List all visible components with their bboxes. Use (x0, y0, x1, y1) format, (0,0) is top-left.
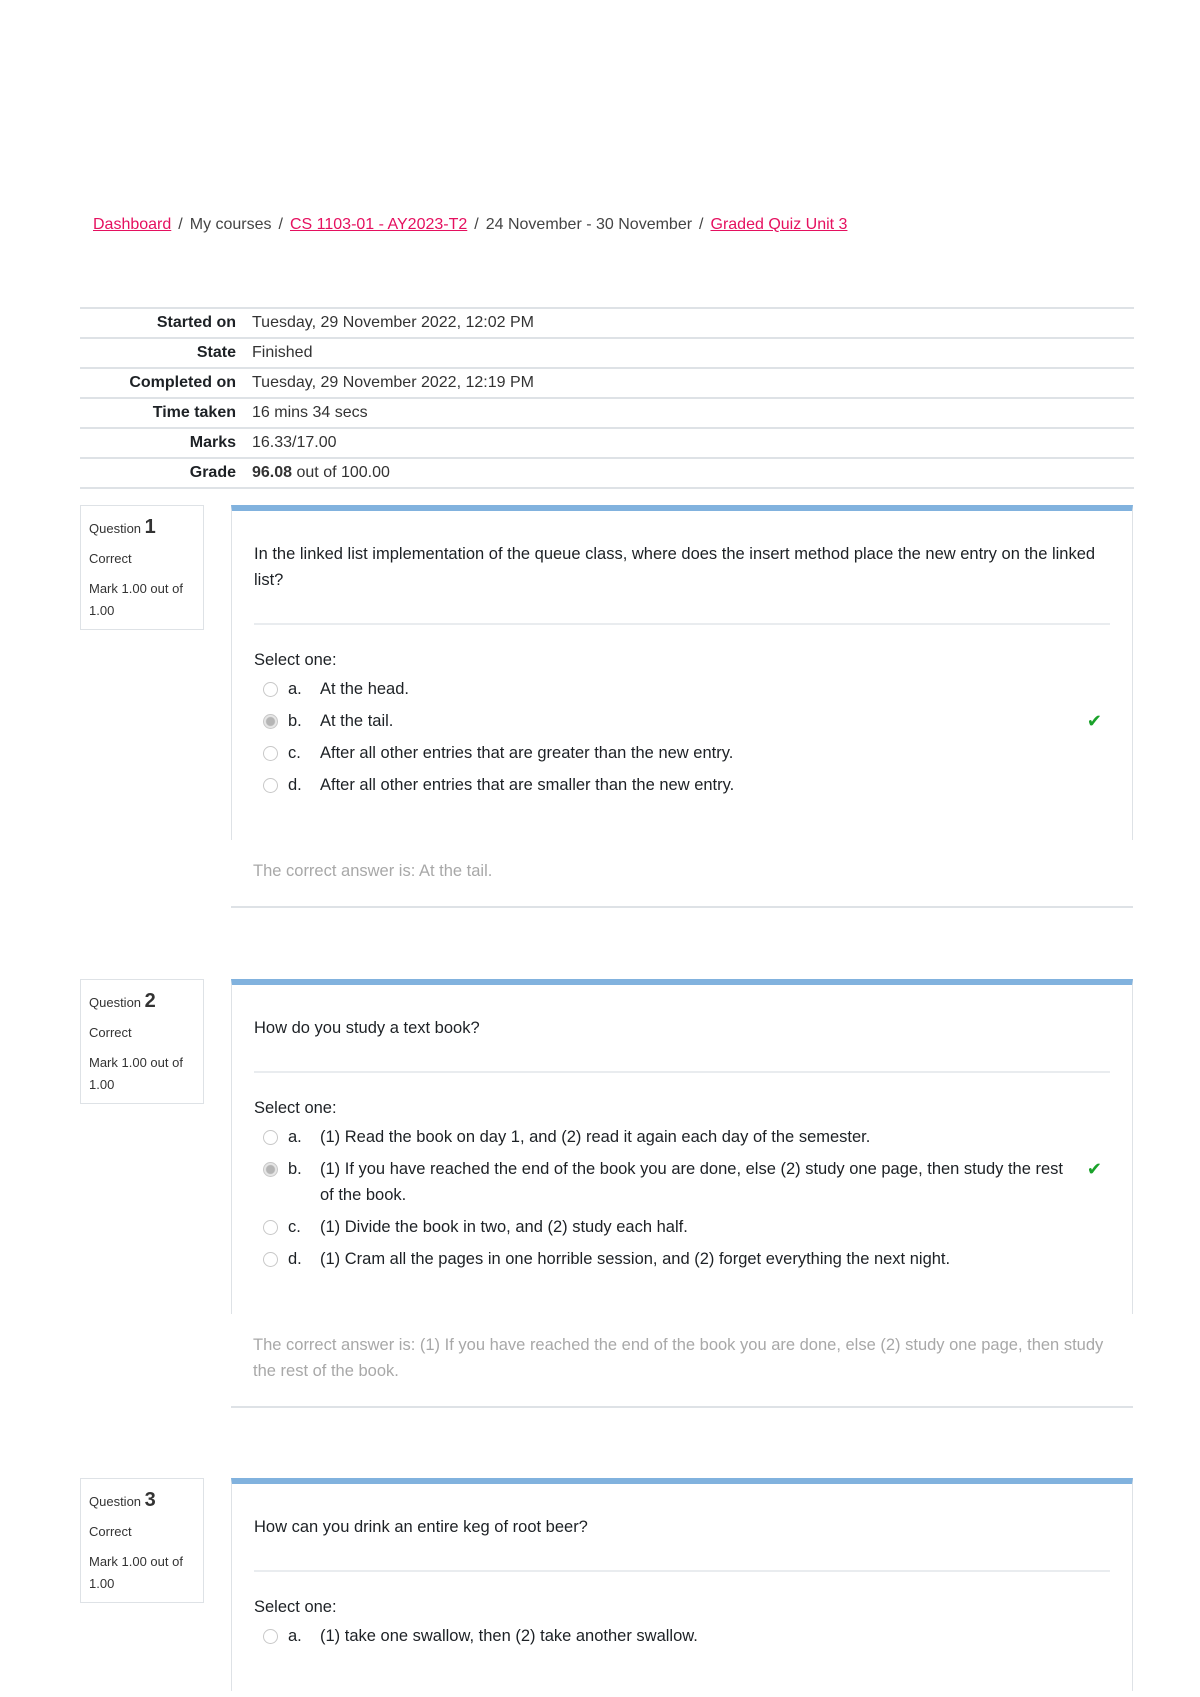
question-mark: Mark 1.00 out of 1.00 (89, 581, 183, 618)
question-mark: Mark 1.00 out of 1.00 (89, 1554, 183, 1591)
question-mark: Mark 1.00 out of 1.00 (89, 1055, 183, 1092)
attempt-summary-table (80, 307, 1134, 489)
summary-row-completed (80, 369, 1134, 399)
option-letter: c. (288, 744, 301, 762)
completed-value: Tuesday, 29 November 2022, 12:19 PM (252, 374, 534, 391)
option-text: (1) Divide the book in two, and (2) study each half. (320, 1218, 688, 1236)
radio-button[interactable] (263, 778, 278, 793)
breadcrumb-dashboard-link[interactable]: Dashboard (93, 216, 172, 233)
breadcrumb (93, 216, 847, 234)
question-state: Correct (89, 1025, 132, 1040)
started-value: Tuesday, 29 November 2022, 12:02 PM (252, 314, 534, 331)
question-text: In the linked list implementation of the queue class, where does the insert method place the new entry on the linked list? (254, 541, 1110, 625)
question-number (89, 516, 195, 539)
radio-button[interactable] (263, 1629, 278, 1644)
option-letter: b. (288, 712, 302, 730)
question-label: Question (89, 995, 142, 1010)
option-text: (1) Read the book on day 1, and (2) read it again each day of the semester. (320, 1128, 871, 1146)
breadcrumb-separator: / (278, 216, 283, 233)
option-letter: c. (288, 1218, 301, 1236)
option-letter: a. (288, 680, 302, 698)
question-info-1 (80, 505, 204, 630)
option-letter: a. (288, 1627, 302, 1645)
question-content-2 (231, 979, 1133, 1408)
summary-row-grade (80, 459, 1134, 489)
question-state: Correct (89, 551, 132, 566)
state-label: State (196, 344, 236, 361)
question-form (231, 979, 1133, 1314)
marks-value: 16.33/17.00 (252, 434, 337, 451)
radio-button[interactable] (263, 1130, 278, 1145)
option-text: After all other entries that are smaller than the new entry. (320, 776, 735, 794)
option-letter: a. (288, 1128, 302, 1146)
breadcrumb-separator: / (474, 216, 479, 233)
option-letter: b. (288, 1160, 302, 1178)
question-form (231, 1478, 1133, 1691)
option-letter: d. (288, 776, 302, 794)
answer-option-d[interactable] (254, 1246, 1110, 1272)
radio-button[interactable] (263, 1252, 278, 1267)
select-one-prompt: Select one: (254, 1598, 337, 1616)
question-number (89, 1489, 195, 1512)
question-number-value: 3 (144, 1489, 156, 1511)
marks-label: Marks (189, 434, 236, 451)
answer-option-a[interactable] (254, 1623, 1110, 1649)
select-one-prompt: Select one: (254, 651, 337, 669)
answer-option-a[interactable] (254, 1124, 1110, 1150)
correct-check-icon: ✔ (1086, 1159, 1102, 1179)
answer-option-c[interactable] (254, 1214, 1110, 1240)
breadcrumb-separator: / (699, 216, 704, 233)
answer-option-b[interactable] (254, 708, 1110, 734)
answer-option-c[interactable] (254, 740, 1110, 766)
time-taken-value: 16 mins 34 secs (252, 404, 368, 421)
question-form (231, 505, 1133, 840)
completed-label: Completed on (129, 374, 236, 391)
radio-button-selected[interactable] (263, 714, 278, 729)
breadcrumb-separator: / (178, 216, 183, 233)
question-content-1 (231, 505, 1133, 908)
grade-out-of: out of 100.00 (296, 464, 390, 481)
question-info-2 (80, 979, 204, 1104)
select-one-prompt: Select one: (254, 1099, 337, 1117)
question-number (89, 990, 195, 1013)
radio-button[interactable] (263, 746, 278, 761)
correct-check-icon: ✔ (1086, 711, 1102, 731)
radio-button-selected[interactable] (263, 1162, 278, 1177)
summary-row-marks (80, 429, 1134, 459)
question-number-value: 2 (144, 990, 156, 1012)
option-text: At the head. (320, 680, 409, 698)
started-label: Started on (156, 314, 236, 331)
option-text: After all other entries that are greater than the new entry. (320, 744, 734, 762)
answer-option-a[interactable] (254, 676, 1110, 702)
question-text: How can you drink an entire keg of root beer? (254, 1514, 1110, 1572)
question-info-3 (80, 1478, 204, 1603)
grade-score: 96.08 (252, 464, 293, 481)
question-label: Question (89, 1494, 142, 1509)
question-number-value: 1 (144, 516, 156, 538)
option-letter: d. (288, 1250, 302, 1268)
breadcrumb-my-courses: My courses (189, 216, 272, 233)
question-content-3 (231, 1478, 1133, 1691)
question-state: Correct (89, 1524, 132, 1539)
answer-option-d[interactable] (254, 772, 1110, 798)
grade-label: Grade (189, 464, 236, 481)
answer-option-b[interactable] (254, 1156, 1110, 1208)
correct-answer-feedback: The correct answer is: (1) If you have reached the end of the book you are done, else (2) study one page, then study the rest of the book. (231, 1314, 1133, 1408)
option-text: At the tail. (320, 712, 394, 730)
radio-button[interactable] (263, 1220, 278, 1235)
summary-row-time (80, 399, 1134, 429)
state-value: Finished (252, 344, 313, 361)
question-label: Question (89, 521, 142, 536)
summary-row-state (80, 339, 1134, 369)
option-text: (1) Cram all the pages in one horrible session, and (2) forget everything the next night. (320, 1250, 951, 1268)
breadcrumb-week: 24 November - 30 November (485, 216, 693, 233)
time-taken-label: Time taken (152, 404, 236, 421)
option-text: (1) If you have reached the end of the book you are done, else (2) study one page, then study the rest of the book. (320, 1160, 1063, 1204)
option-text: (1) take one swallow, then (2) take another swallow. (320, 1627, 698, 1645)
radio-button[interactable] (263, 682, 278, 697)
summary-row-started (80, 309, 1134, 339)
breadcrumb-course-link[interactable]: CS 1103-01 - AY2023-T2 (289, 216, 468, 233)
grade-value (252, 464, 390, 482)
question-text: How do you study a text book? (254, 1015, 1110, 1073)
correct-answer-feedback: The correct answer is: At the tail. (231, 840, 1133, 908)
breadcrumb-quiz-link[interactable]: Graded Quiz Unit 3 (710, 216, 848, 233)
